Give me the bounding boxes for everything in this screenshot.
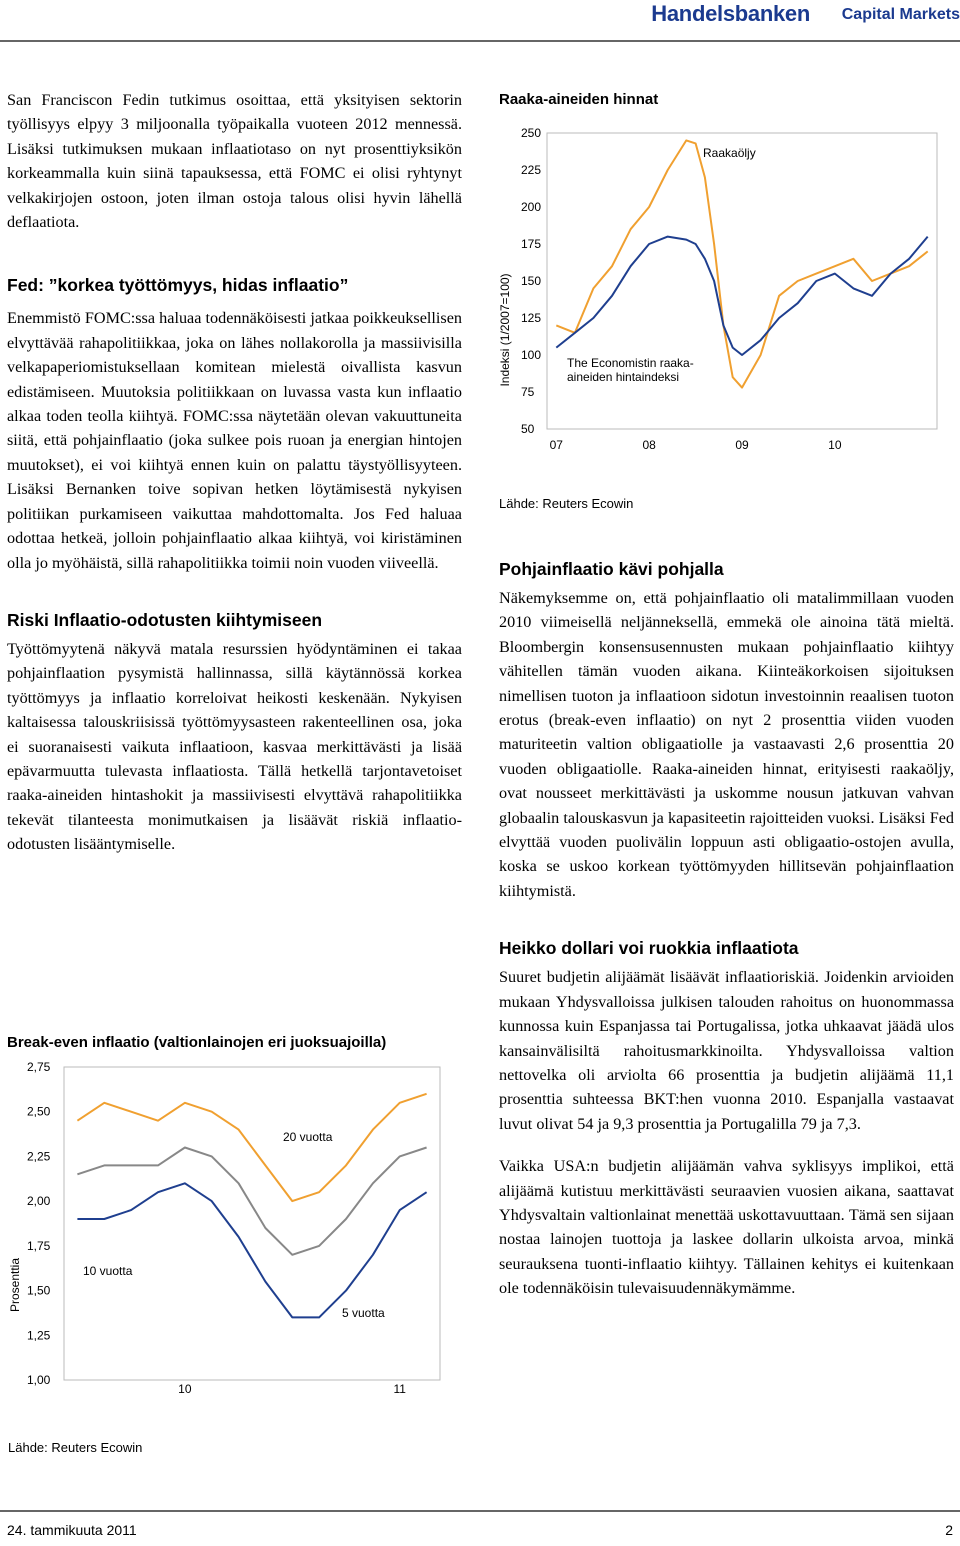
section1-body: Enemmistö FOMC:ssa haluaa todennäköisesti jatkaa poikkeuksellisen elvyttävää rahapolitiikkaa, joka on lähes nollakorolla ja massiivisilla velkapaperiomistuksellaan komitean mielestä oivallista kasvun edistämiseen. Muutoksia politiikkaan on luvassa vasta kun inflaatio alkaa toden teolla kiihtyä. FOMC:ssa näytetään olevan vakuuttuneita siitä, että pohjainflaatio (joka sulkee pois ruoan ja energian hintojen muutokset), ei voi kiihtyä ennen kuin on palattu täystyöllisyyteen. Lisäksi Bernanken toive sopivan hetken löytämisestä nykyisen politiikan purkamiseen vaikuttaa mahdottomalta. Jos Fed haluaa odottaa hetkeä, jolloin pohjainflaatio alkaa kiihtyä, voi kiristäminen olla jo myöhäistä, sillä rahapolitiikka toimii noin vuoden viiveellä. [7, 309, 462, 572]
y-tick-label: 1,25 [27, 1328, 51, 1343]
x-tick-label: 11 [393, 1382, 406, 1396]
series-line-10-vuotta [77, 1148, 426, 1255]
y-tick-label: 150 [521, 274, 542, 288]
commodity-ylabel: Indeksi (1/2007=100) [498, 273, 512, 387]
brand-logo [348, 0, 960, 36]
y-tick-label: 100 [521, 348, 542, 362]
footer-date: 24. tammikuuta 2011 [7, 1522, 137, 1538]
plot-frame [547, 133, 937, 429]
y-tick-label: 200 [521, 200, 542, 214]
x-tick-label: 10 [828, 438, 842, 452]
breakeven-ylabel: Prosenttia [8, 1257, 22, 1313]
footer-rule [0, 1510, 960, 1512]
breakeven-chart-title-box [7, 1034, 462, 1051]
plot-frame [64, 1067, 440, 1380]
y-tick-label: 175 [521, 237, 542, 251]
x-tick-label: 07 [549, 438, 563, 452]
y-tick-label: 75 [521, 385, 535, 399]
series-label-raaka-ljy: Raakaöljy [703, 146, 756, 160]
commodity-source: Lähde: Reuters Ecowin [499, 496, 634, 511]
left-column [7, 88, 462, 857]
series-line-the-economistin-raaka-aineiden-hintaindeksi [556, 237, 927, 355]
section3-body: Näkemyksemme on, että pohjainflaatio oli matalimmillaan vuoden 2010 viimeisellä neljänneksellä, emmekä ole ainoina tätä mieltä. Bloombergin konsensusennusten mukaan pohjainflaatio kiihtyy vähitellen tämän vuoden aikana. Kiinteäkorkoisen sijoituksen nimellisen tuoton ja inflaatioon sidotun investoinnin reaalisen tuoton erotus (break-even inflaatio) on nyt 2 prosenttia viiden vuoden maturiteetin valtion obligaatiolle ja vastaavasti 2,6 prosenttia 20 vuoden obligaatiolle. Raaka-aineiden hinnat, erityisesti raakaöljy, ovat nousseet merkittävästi ja uskomme nousun jatkuvan vahvan globaalin talouskasvun ja kapasiteetin rajoitteiden vuoksi. Lisäksi Fed elvyttää vuoden puolivälin loppuun asti obligaatio-ostojen avulla, koska se uskoo korkean työttömyyden hillitsevän pohjainflaation kiihtymistä. [499, 589, 954, 900]
breakeven-chart-title: Break-even inflaatio (valtionlainojen eri juoksuajoilla) [7, 1034, 387, 1051]
section4-body-1: Suuret budjetin alijäämät lisäävät inflaatioriskiä. Joidenkin arvioiden mukaan Yhdysvalloissa julkisen talouden rahoitus on huonommassa kunnossa kuin Espanjassa tai Portugalissa, jotka uhkaavat jäädä ulos kansainvälisiltä rahoitusmarkkinoilta. Yhdysvalloissa valtion nettovelka oli arviolta 66 prosenttia ja budjetin alijäämä 11,1 prosenttia suhteessa BKT:hen vuonna 2010. Espanjalla vastaavat luvut olivat 54 ja 9,3 prosenttia ja Portugalilla 79 ja 7,3. [499, 968, 954, 1133]
series-line-20-vuotta [77, 1094, 426, 1201]
breakeven-source: Lähde: Reuters Ecowin [8, 1440, 143, 1455]
commodity-chart [495, 115, 960, 460]
y-tick-label: 1,50 [27, 1283, 51, 1298]
brand-sub: Capital Markets [841, 6, 960, 23]
y-tick-label: 2,50 [27, 1104, 51, 1119]
y-tick-label: 1,75 [27, 1238, 51, 1253]
section1-heading: Fed: ”korkea työttömyys, hidas inflaatio” [7, 275, 349, 296]
breakeven-chart [0, 1055, 465, 1435]
y-tick-label: 50 [521, 422, 535, 436]
y-tick-label: 2,75 [27, 1060, 51, 1074]
y-tick-label: 2,25 [27, 1149, 51, 1164]
section4-body-2: Vaikka USA:n budjetin alijäämän vahva syklisyys implikoi, että alijäämä kutistuu merkittävästi seuraavien vuosien aikana, saattavat Yhdysvaltain valtionlainat menettää uskottavuuttaan. Tämä sen sijaan nostaa lainojen tuottoja ja laskee dollarin ulkoista arvoa, minkä seurauksena tuonti-inflaatio kiihtyy. Tällainen kehitys ei kuitenkaan ole todennäköisin tulevaisuudennäkymämme. [499, 1157, 954, 1298]
commodity-chart-title-box [499, 91, 954, 108]
right-column [499, 558, 954, 1301]
section2-heading: Riski Inflaatio-odotusten kiihtymiseen [7, 609, 323, 630]
x-tick-label: 10 [178, 1382, 192, 1396]
series-label-20-vuotta: 20 vuotta [283, 1130, 333, 1144]
series-label-the-economistin-raaka-aineiden-hintaindeksi: The Economistin raaka- [567, 356, 694, 370]
section4-heading: Heikko dollari voi ruokkia inflaatiota [499, 938, 799, 959]
series-label-5-vuotta: 5 vuotta [342, 1306, 385, 1320]
intro-paragraph: San Franciscon Fedin tutkimus osoittaa, että yksityisen sektorin työllisyys elpyy 3 miljoonalla työpaikalla vuoteen 2012 mennessä. Lisäksi tutkimuksen mukaan inflaatiotaso on nyt prosenttiyksikön korkeammalla kuin siinä tapauksessa, että FOMC ei olisi ryhtynyt velkakirjojen ostoon, joten ilman ostoja talous olisi hyvin lähellä deflaatiota. [7, 91, 462, 232]
series-line-5-vuotta [77, 1183, 426, 1317]
commodity-chart-title: Raaka-aineiden hinnat [499, 91, 659, 108]
series-line-raaka-ljy [556, 140, 927, 387]
x-tick-label: 08 [642, 438, 656, 452]
y-tick-label: 125 [521, 311, 542, 325]
y-tick-label: 2,00 [27, 1194, 51, 1209]
x-tick-label: 09 [735, 438, 749, 452]
header-rule [0, 40, 960, 42]
y-tick-label: 1,00 [27, 1373, 51, 1387]
y-tick-label: 250 [521, 126, 542, 140]
section2-body: Työttömyytenä näkyvä matala resurssien hyödyntäminen ei takaa pohjainflaation pysymistä hallinnassa, sillä käytännössä korkea työttömyys ja inflaatio korreloivat heikosti keskenään. Nykyisen kaltaisessa talouskriisissä työttömyysasteen rakenteellinen osa, joka ei suoranaisesti vaikuta inflaatioon, kasvaa merkittävästi ja lisää epävarmuutta tulevasta inflaatiosta. Tällä hetkellä tarjontavetoiset raaka-aineiden hintashokit ja massiivisesti elvyttävä rahapolitiikka tekevät tilanteesta monimutkaisen ja lisäävät riskiä inflaatio-odotusten lisääntymiselle. [7, 639, 462, 854]
section3-heading: Pohjainflaatio kävi pohjalla [499, 559, 724, 579]
series-label-10-vuotta: 10 vuotta [83, 1264, 133, 1278]
footer-page-number: 2 [945, 1522, 953, 1538]
series-label-the-economistin-raaka-aineiden-hintaindeksi: aineiden hintaindeksi [567, 370, 680, 384]
y-tick-label: 225 [521, 163, 542, 177]
brand-name: Handelsbanken [651, 1, 810, 26]
